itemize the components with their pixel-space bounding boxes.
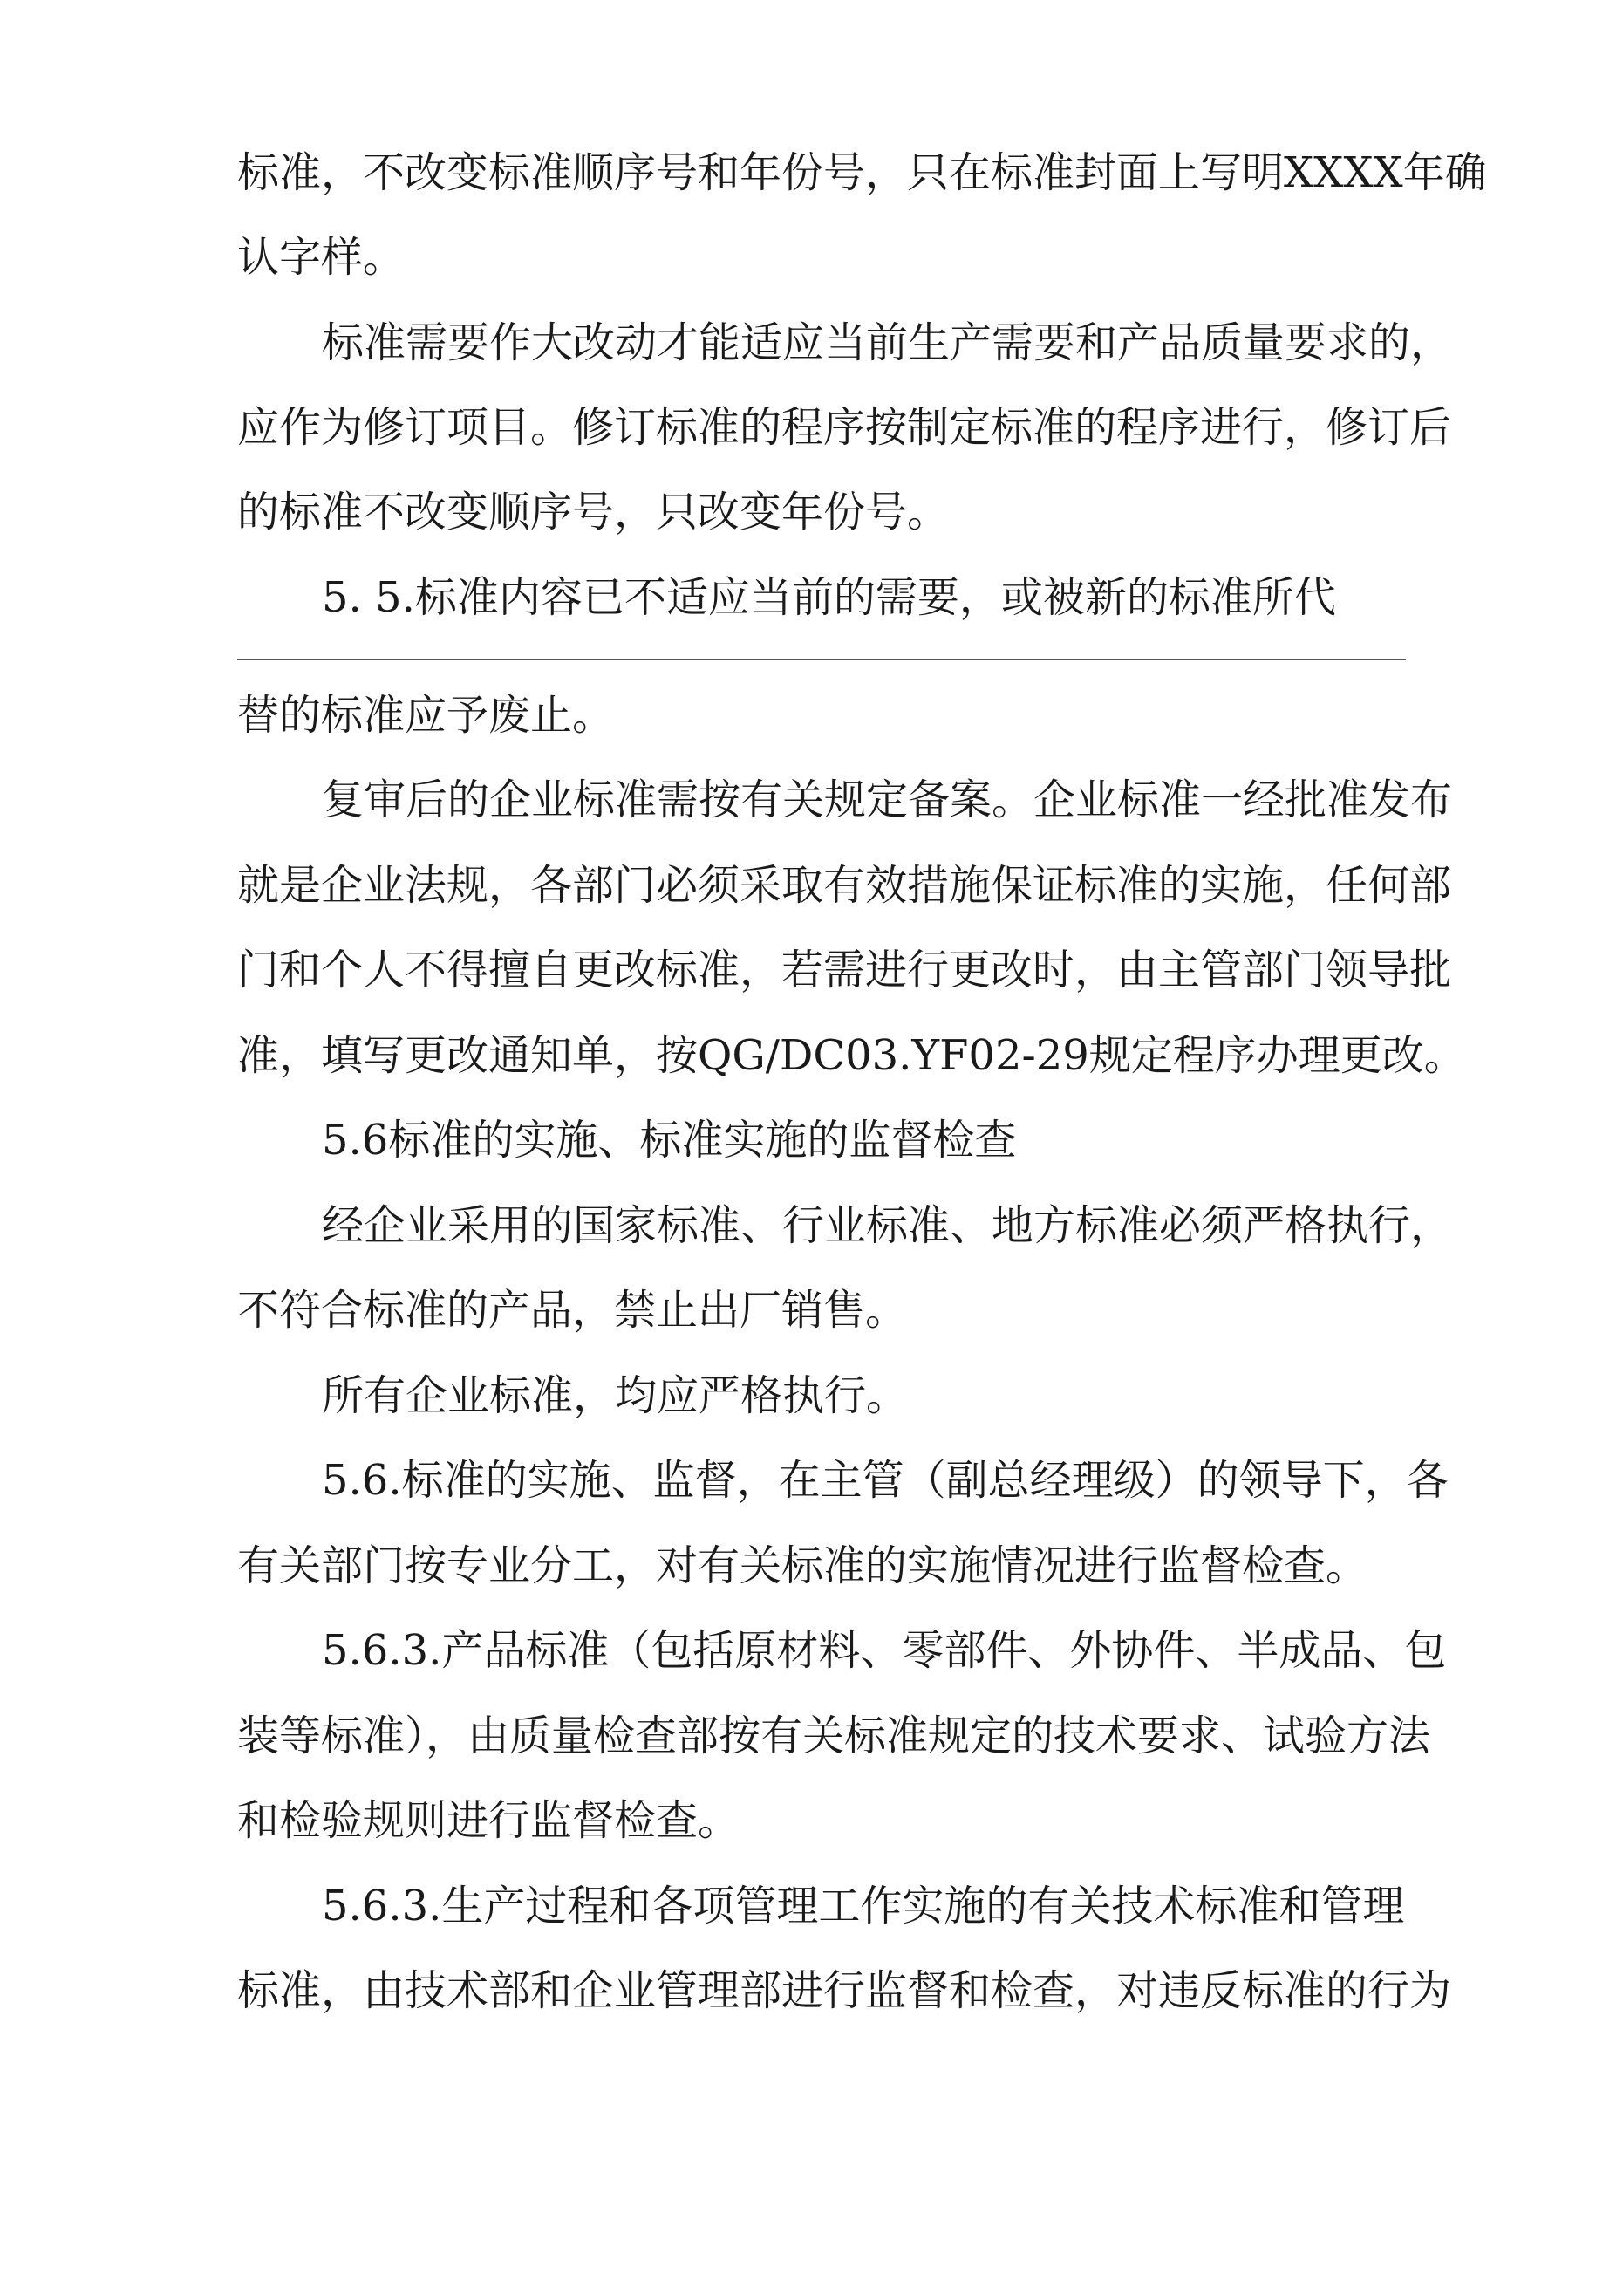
paragraph-line: 门和个人不得擅自更改标准，若需进行更改时，由主管部门领导批: [237, 946, 1452, 994]
paragraph-line: 有关部门按专业分工，对有关标准的实施情况进行监督检查。: [237, 1541, 1368, 1590]
paragraph-line: 经企业采用的国家标准、行业标准、地方标准必须严格执行，: [322, 1201, 1453, 1250]
paragraph-line: 5.6.标准的实施、监督，在主管（副总经理级）的领导下，各: [322, 1456, 1449, 1505]
paragraph-line: 和检验规则进行监督检查。: [237, 1796, 740, 1845]
section-divider: [237, 659, 1406, 660]
paragraph-line: 替的标准应予废止。: [237, 691, 615, 740]
paragraph-line: 认字样。: [237, 233, 406, 282]
paragraph-line: 标准，不改变标准顺序号和年份号，只在标准封面上写明XXXX年确: [237, 148, 1487, 197]
paragraph-line: 5.6.3.生产过程和各项管理工作实施的有关技术标准和管理: [322, 1882, 1405, 1930]
paragraph-line: 标准，由技术部和企业管理部进行监督和检查，对违反标准的行为: [237, 1966, 1452, 2015]
paragraph-line: 复审后的企业标准需按有关规定备案。企业标准一经批准发布: [322, 776, 1453, 824]
paragraph-line: 应作为修订项目。修订标准的程序按制定标准的程序进行，修订后: [237, 403, 1452, 452]
paragraph-line: 标准需要作大改动才能适应当前生产需要和产品质量要求的，: [322, 318, 1453, 367]
paragraph-line: 装等标准），由质量检查部按有关标准规定的技术要求、试验方法: [237, 1712, 1431, 1760]
paragraph-line: 就是企业法规，各部门必须采取有效措施保证标准的实施，任何部: [237, 861, 1452, 910]
paragraph-line: 的标准不改变顺序号，只改变年份号。: [237, 488, 950, 536]
paragraph-line: 5.6.3.产品标准（包括原材料、零部件、外协件、半成品、包: [322, 1626, 1447, 1675]
paragraph-line: 所有企业标准，均应严格执行。: [322, 1371, 909, 1420]
section-heading: 5.6标准的实施、标准实施的监督检查: [322, 1116, 1017, 1165]
paragraph-line: 不符合标准的产品，禁止出厂销售。: [237, 1286, 908, 1335]
paragraph-line: 5. 5.标准内容已不适应当前的需要，或被新的标准所代: [322, 573, 1336, 622]
paragraph-line: 准，填写更改通知单，按QG/DC03.YF02-29规定程序办理更改。: [237, 1031, 1466, 1080]
